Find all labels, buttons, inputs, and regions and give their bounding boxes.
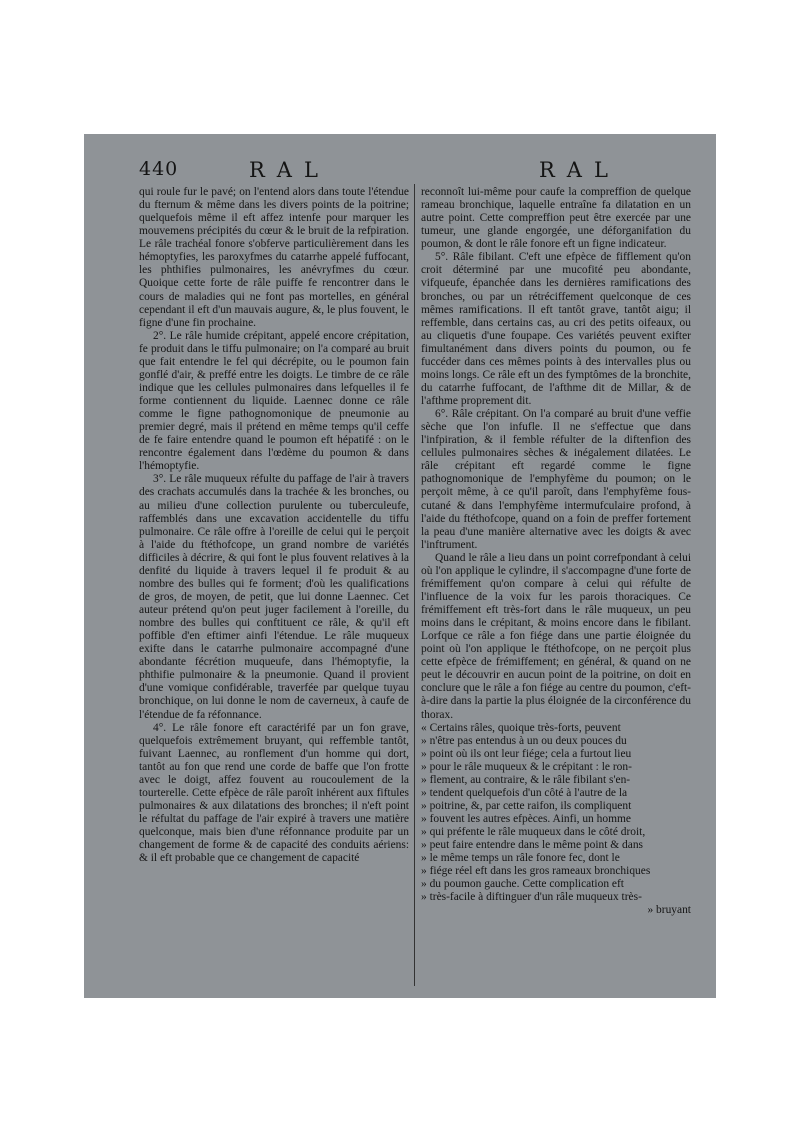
- quote-line: » du poumon gauche. Cette complication eft: [421, 878, 691, 891]
- quote-line: « Certains râles, quoique très-forts, peuvent: [421, 722, 691, 735]
- left-headword: RAL: [249, 158, 330, 182]
- quote-line: » très-facile à diftinguer d'un râle muqueux très-: [421, 891, 691, 904]
- paragraph: Quand le râle a lieu dans un point correfpondant à celui où l'on applique le cylindre, il s'accompagne d'une forte de frémiffement qu'on compare à celui qui réfulte de l'influence de la voix fur les parois thoraciques. Ce frémiffement eft très-fort dans le râle muqueux, un peu moins dans le crépitant, & moins encore dans le fibilant. Lorfque ce râle a fon fiége dans une partie éloignée du point où l'on applique le ftéthofcope, on ne perçoit plus cette efpèce de frémiffement; en général, & quand on ne peut le découvrir en aucun point de la poitrine, on doit en conclure que le râle a fon fiége au centre du poumon, c'eft-à-dire dans la partie la plus éloignée de la circonférence du thorax.: [421, 551, 691, 721]
- right-headword: RAL: [539, 158, 620, 182]
- quote-line: » le même temps un râle fonore fec, dont le: [421, 852, 691, 865]
- quote-tail: » bruyant: [647, 904, 691, 917]
- quote-line: » qui préfente le râle muqueux dans le côté droit,: [421, 826, 691, 839]
- paragraph: reconnoît lui-même pour caufe la compreffion de quelque rameau bronchique, laquelle entraîne fa dilatation en un autre point. Cette compreffion peut être exercée par une tumeur, une glande engorgée, une déforganifation du poumon, & dont le râle fonore eft un figne indicateur.: [421, 186, 691, 251]
- quote-line: » flement, au contraire, & le râle fibilant s'en-: [421, 774, 691, 787]
- scanned-page-background: [84, 134, 716, 998]
- quote-line: » point où ils ont leur fiége; cela a furtout lieu: [421, 748, 691, 761]
- right-column: [421, 186, 691, 994]
- paragraph: qui roule fur le pavé; on l'entend alors dans toute l'étendue du fternum & même dans les divers points de la poitrine; quelquefois même il eft affez intenfe pour marquer les mouvemens précipités du cœur & le bruit de la refpiration. Le râle trachéal fonore s'obferve particulièrement dans les hémoptyfies, les paroxyfmes du catarrhe appelé fuffocant, les phthifies pulmonaires, les anévryfmes du cœur. Quoique cette forte de râle puiffe fe rencontrer dans le cours de maladies qui ne font pas mortelles, en général cependant il eft d'un mauvais augure, &, le plus fouvent, le figne d'une fin prochaine.: [139, 186, 409, 329]
- page-number: 440: [139, 158, 179, 180]
- left-column: [139, 186, 409, 994]
- quote-line: » poitrine, &, par cette raifon, ils compliquent: [421, 800, 691, 813]
- quote-line: » peut faire entendre dans le même point & dans: [421, 839, 691, 852]
- paragraph: 4°. Le râle fonore eft caractérifé par un fon grave, quelquefois extrêmement bruyant, qui reffemble tantôt, fuivant Laennec, au ronflement d'un homme qui dort, tantôt au fon que rend une corde de baffe que l'on frotte avec le doigt, affez fouvent au roucoulement de la tourterelle. Cette efpèce de râle paroît inhérent aux fiftules pulmonaires & aux dilatations des bronches; il n'eft point le réfultat du paffage de l'air expiré à travers une matière quelconque, mais bien d'une réfonnance produite par un changement de forme & de capacité des conduits aériens: & il eft probable que ce changement de capacité: [139, 721, 409, 865]
- book-page: [139, 154, 693, 994]
- quote-line: » pour le râle muqueux & le crépitant : le ron-: [421, 761, 691, 774]
- quote-line: » tendent quelquefois d'un côté à l'autre de la: [421, 787, 691, 800]
- paragraph: 5°. Râle fibilant. C'eft une efpèce de fifflement qu'on croit déterminé par une mucofité peu abondante, vifqueufe, épanchée dans les dernières ramifications des bronches, ou par un rétréciffement quelconque de ces mêmes ramifications. Il eft tantôt grave, tantôt aigu; il reffemble, dans certains cas, au cri des petits oifeaux, ou au cliquetis d'une foupape. Ces variétés peuvent exifter fimultanément dans divers points du poumon, ou fe fuccéder dans ces mêmes points à des intervalles plus ou moins longs. Ce râle eft un des fymptômes de la bronchite, du catarrhe fuffocant, de l'afthme dit de Millar, & de l'afthme proprement dit.: [421, 251, 691, 407]
- paragraph: 2°. Le râle humide crépitant, appelé encore crépitation, fe produit dans le tiffu pulmonaire; on l'a comparé au bruit que fait entendre le fel qui décrépite, ou le poumon fain gonflé d'air, & preffé entre les doigts. Le timbre de ce râle indique que les cellules pulmonaires dans lefquelles il fe forme contiennent du liquide. Laennec donne ce râle comme le figne pathognomonique de pneumonie au premier degré, mais il prétend en même temps qu'il ceffe de fe faire entendre quand le poumon eft hépatifé : on le rencontre également dans l'œdème du poumon & dans l'hémoptyfie.: [139, 329, 409, 473]
- quote-line: » n'être pas entendus à un ou deux pouces du: [421, 735, 691, 748]
- column-divider: [414, 184, 415, 986]
- quote-line: » fiége réel eft dans les gros rameaux bronchiques: [421, 865, 691, 878]
- running-header: [139, 154, 693, 184]
- paragraph: 3°. Le râle muqueux réfulte du paffage de l'air à travers des crachats accumulés dans la trachée & les bronches, ou au milieu d'une collection purulente ou tuberculeufe, raffemblés dans une excavation accidentelle du tiffu pulmonaire. Ce râle offre à l'oreille de celui qui le perçoit à l'aide du ftéthofcope, un grand nombre de variétés difficiles à décrire, & qui font le plus fouvent relatives à la denfité du liquide à travers lequel il fe produit & au nombre des bulles qui fe forment; d'où les qualifications de gros, de moyen, de petit, que lui donne Laennec. Cet auteur prétend qu'on peut juger facilement à l'oreille, du nombre des bulles qui conftituent ce râle, & qu'il eft poffible d'en eftimer ainfi l'étendue. Le râle muqueux exifte dans le catarrhe pulmonaire accompagné d'une abondante fécrétion muqueufe, dans l'hémoptyfie, la phthifie pulmonaire & la pneumonie. Quand il provient d'une vomique confidérable, traverfée par quelque tuyau bronchique, on lui donne le nom de caverneux, à caufe de l'étendue de fa réfonnance.: [139, 473, 409, 721]
- paragraph: 6°. Râle crépitant. On l'a comparé au bruit d'une veffie sèche que l'on infufle. Il ne s'effectue que dans l'infpiration, & il femble réfulter de la diftenfion des cellules pulmonaires sèches & inégalement dilatées. Le râle crépitant eft regardé comme le figne pathognomonique de l'emphyfème du poumon; on le perçoit même, à ce qu'il paroît, dans l'emphyfème fous-cutané & dans l'emphyfème intermufculaire profond, à l'aide du ftéthofcope, quand on a foin de preffer fortement la peau d'une manière alternative avec les doigts & avec l'inftrument.: [421, 408, 691, 551]
- quote-line: » fouvent les autres efpèces. Ainfi, un homme: [421, 813, 691, 826]
- quotation: [421, 722, 691, 918]
